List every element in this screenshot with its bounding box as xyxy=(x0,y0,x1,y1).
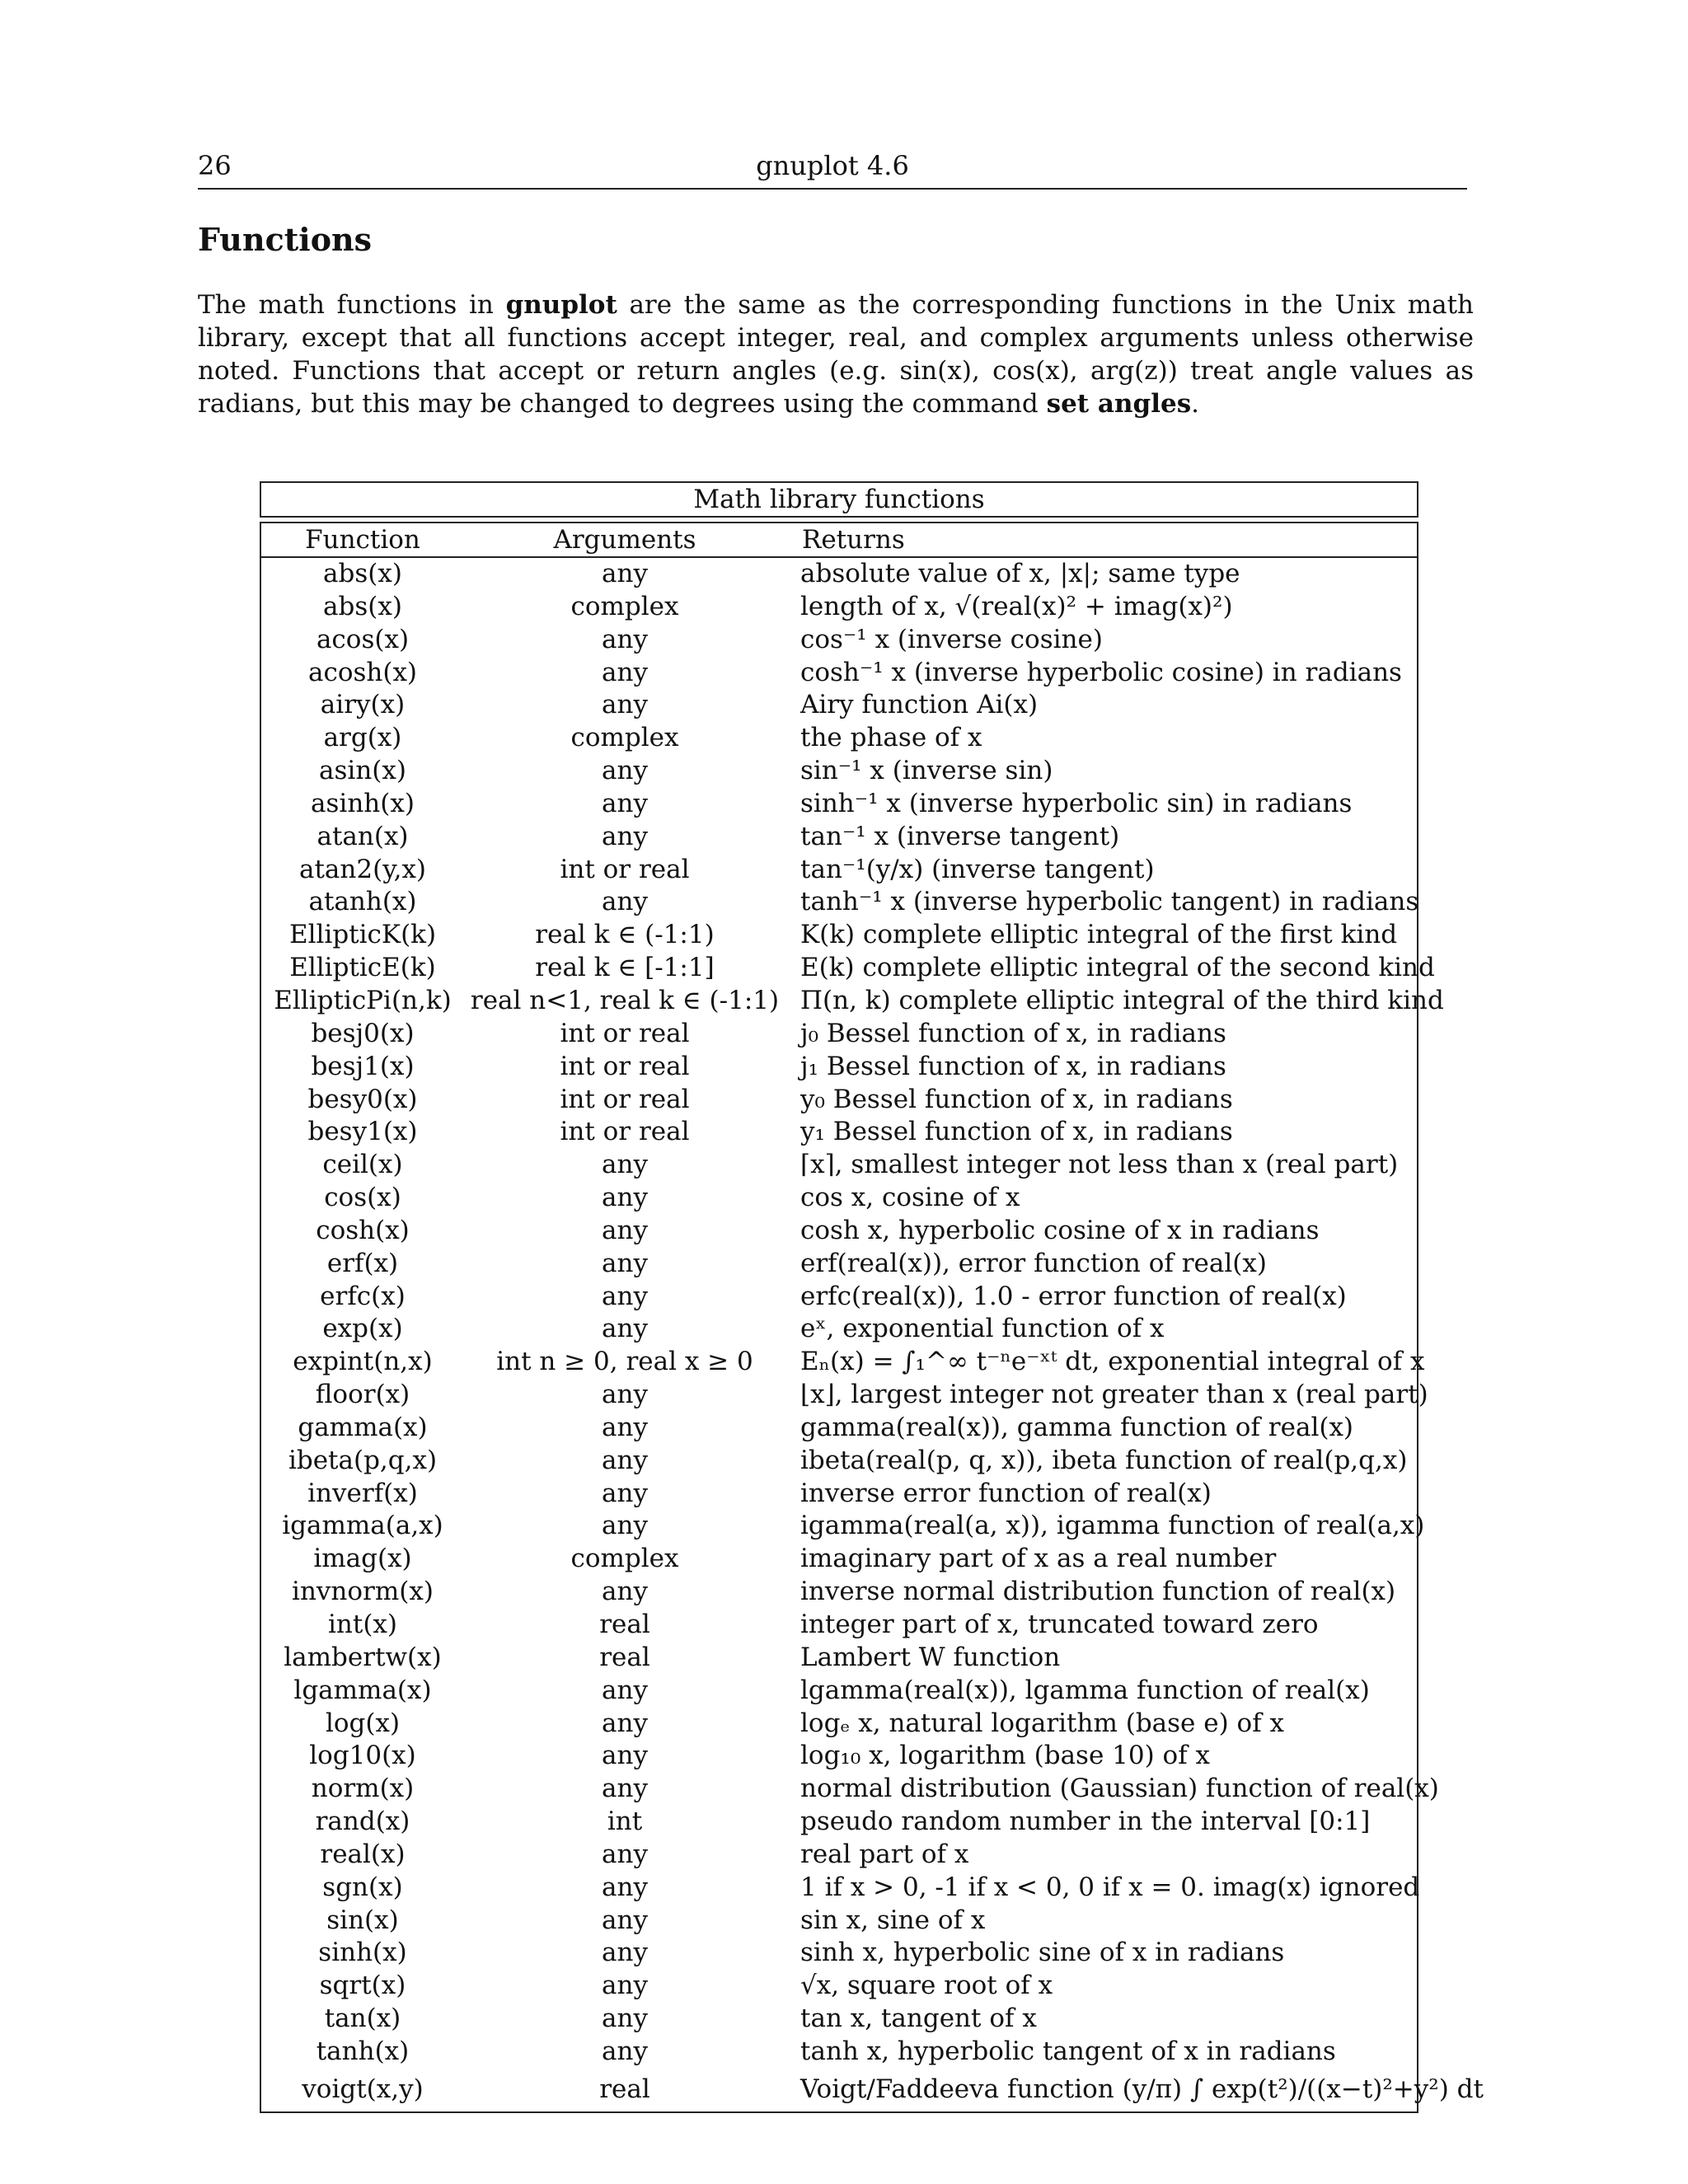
table-row xyxy=(261,1839,1417,1872)
column-header-returns: Returns xyxy=(802,525,905,555)
table-row xyxy=(261,985,1444,1018)
function-cell: EllipticE(k) xyxy=(289,953,436,983)
returns-cell: y₁ Bessel function of x, in radians xyxy=(800,1117,1233,1147)
function-cell: igamma(a,x) xyxy=(282,1511,443,1541)
returns-cell: erf(real(x)), error function of real(x) xyxy=(800,1248,1267,1278)
arguments-cell: complex xyxy=(570,723,679,753)
function-cell: EllipticK(k) xyxy=(288,920,437,950)
table-row xyxy=(261,689,1417,722)
returns-cell: cosh⁻¹ x (inverse hyperbolic cosine) in radians xyxy=(800,657,1402,687)
arguments-cell: any xyxy=(602,1905,648,1935)
returns-cell: integer part of x, truncated toward zero xyxy=(800,1610,1319,1639)
table-row xyxy=(261,1970,1417,2003)
returns-cell: tan⁻¹(y/x) (inverse tangent) xyxy=(800,854,1155,884)
arguments-cell: int or real xyxy=(560,1051,690,1081)
returns-cell: cosh x, hyperbolic cosine of x in radians xyxy=(800,1215,1320,1245)
arguments-cell: any xyxy=(602,1150,648,1180)
arguments-cell: any xyxy=(602,2036,648,2066)
table-row xyxy=(261,854,1417,887)
arguments-cell: int or real xyxy=(560,1018,690,1048)
table-row xyxy=(261,558,1417,591)
function-cell: int(x) xyxy=(327,1610,397,1639)
running-title: gnuplot 4.6 xyxy=(756,150,909,181)
table-caption: Math library functions xyxy=(260,481,1418,518)
table-row xyxy=(261,1445,1417,1478)
returns-cell: logₑ x, natural logarithm (base e) of x xyxy=(800,1708,1285,1738)
returns-cell: inverse error function of real(x) xyxy=(800,1478,1212,1508)
table-row xyxy=(261,821,1417,854)
returns-cell: tanh⁻¹ x (inverse hyperbolic tangent) in radians xyxy=(800,887,1419,917)
table-row xyxy=(261,1510,1425,1543)
math-functions-table xyxy=(260,481,1484,2113)
table-row xyxy=(261,591,1417,624)
table-row xyxy=(261,1313,1417,1346)
table-row xyxy=(261,2069,1484,2110)
returns-cell: eˣ, exponential function of x xyxy=(800,1314,1165,1344)
table-row xyxy=(261,1281,1417,1314)
returns-cell: sinh x, hyperbolic sine of x in radians xyxy=(800,1938,1285,1968)
intro-bold-set-angles: set angles xyxy=(1046,389,1192,419)
arguments-cell: any xyxy=(602,1708,648,1738)
returns-cell: absolute value of x, |x|; same type xyxy=(800,559,1240,588)
function-cell: tanh(x) xyxy=(316,2036,410,2066)
function-cell: erf(x) xyxy=(326,1248,399,1278)
function-cell: cos(x) xyxy=(324,1183,401,1213)
arguments-cell: int n ≥ 0, real x ≥ 0 xyxy=(496,1347,753,1377)
arguments-cell: any xyxy=(602,624,648,654)
returns-cell: igamma(real(a, x)), igamma function of real(a,x) xyxy=(800,1511,1425,1541)
arguments-cell: any xyxy=(602,1971,648,2001)
arguments-cell: any xyxy=(602,1938,648,1968)
returns-cell: Airy function Ai(x) xyxy=(800,690,1039,720)
arguments-cell: any xyxy=(602,756,648,786)
arguments-cell: real n<1, real k ∈ (-1:1) xyxy=(470,985,780,1015)
returns-cell: sinh⁻¹ x (inverse hyperbolic sin) in radians xyxy=(800,788,1353,818)
arguments-cell: any xyxy=(602,1445,648,1475)
function-cell: atan(x) xyxy=(316,821,409,851)
arguments-cell: int or real xyxy=(560,1117,690,1147)
function-cell: atan2(y,x) xyxy=(298,854,427,884)
returns-cell: ⌊x⌋, largest integer not greater than x (real part) xyxy=(800,1380,1428,1410)
returns-cell: the phase of x xyxy=(800,723,982,753)
arguments-cell: any xyxy=(602,1314,648,1344)
function-cell: sin(x) xyxy=(326,1905,399,1935)
function-cell: acosh(x) xyxy=(307,657,418,687)
table-row xyxy=(261,1379,1428,1412)
function-cell: lambertw(x) xyxy=(284,1642,442,1672)
table-row xyxy=(261,1806,1417,1839)
arguments-cell: any xyxy=(602,559,648,588)
function-cell: ceil(x) xyxy=(322,1150,403,1180)
intro-text-1: The math functions in xyxy=(198,290,506,320)
arguments-cell: any xyxy=(602,657,648,687)
returns-cell: 1 if x > 0, -1 if x < 0, 0 if x = 0. imag(x) ignored xyxy=(800,1872,1420,1902)
returns-cell: Eₙ(x) = ∫₁^∞ t⁻ⁿe⁻ˣᵗ dt, exponential integral of x xyxy=(800,1347,1425,1377)
arguments-cell: any xyxy=(602,1215,648,1245)
arguments-cell: any xyxy=(602,1741,648,1771)
arguments-cell: real xyxy=(599,1642,650,1672)
function-cell: tan(x) xyxy=(324,2004,401,2034)
table-row xyxy=(261,722,1417,755)
arguments-cell: real k ∈ (-1:1) xyxy=(535,920,715,950)
function-cell: sgn(x) xyxy=(322,1872,403,1902)
returns-cell: Voigt/Faddeeva function (y/π) ∫ exp(t²)/((x−t)²+y²) dt xyxy=(800,2074,1484,2104)
returns-cell: gamma(real(x)), gamma function of real(x) xyxy=(800,1412,1354,1442)
intro-text-2: are the same as the corresponding functions in the Unix math library, except that all functions accept integer, real, and complex arguments unless otherwise noted. Functions that accept or return angles (e.g. sin(x), cos(x), arg(z)) treat angle values as radians, but this may be changed to degrees using the command xyxy=(198,290,1474,419)
intro-paragraph xyxy=(198,288,1474,420)
table-row xyxy=(261,788,1417,821)
arguments-cell: any xyxy=(602,821,648,851)
table-row xyxy=(261,1576,1417,1609)
returns-cell: ibeta(real(p, q, x)), ibeta function of real(p,q,x) xyxy=(800,1445,1408,1475)
returns-cell: √x, square root of x xyxy=(800,1971,1053,2001)
table-row xyxy=(261,1018,1417,1051)
page-header xyxy=(198,147,1467,190)
table-body xyxy=(260,558,1484,2113)
table-row xyxy=(261,1346,1425,1379)
page-number: 26 xyxy=(198,150,232,181)
function-cell: atanh(x) xyxy=(308,887,417,917)
table-row xyxy=(261,1084,1417,1117)
table-row xyxy=(261,952,1435,985)
table-row xyxy=(261,1149,1417,1182)
table-row xyxy=(261,1872,1420,1905)
returns-cell: lgamma(real(x)), lgamma function of real(x) xyxy=(800,1675,1370,1705)
arguments-cell: int or real xyxy=(560,1084,690,1114)
intro-text-3: . xyxy=(1191,389,1200,419)
function-cell: gamma(x) xyxy=(298,1412,428,1442)
function-cell: exp(x) xyxy=(322,1314,403,1344)
function-cell: besj1(x) xyxy=(311,1051,415,1081)
column-header-arguments: Arguments xyxy=(553,525,696,555)
arguments-cell: any xyxy=(602,690,648,720)
table-row xyxy=(261,1937,1417,1970)
arguments-cell: any xyxy=(602,1774,648,1804)
returns-cell: pseudo random number in the interval [0:1] xyxy=(800,1807,1371,1837)
table-row xyxy=(261,919,1417,952)
returns-cell: normal distribution (Gaussian) function of real(x) xyxy=(800,1774,1439,1804)
function-cell: besj0(x) xyxy=(311,1018,415,1048)
function-cell: cosh(x) xyxy=(316,1215,410,1245)
returns-cell: j₀ Bessel function of x, in radians xyxy=(800,1018,1226,1048)
table-row xyxy=(261,755,1417,788)
returns-cell: length of x, √(real(x)² + imag(x)²) xyxy=(800,591,1233,621)
returns-cell: j₁ Bessel function of x, in radians xyxy=(800,1051,1226,1081)
arguments-cell: int xyxy=(607,1807,643,1837)
returns-cell: y₀ Bessel function of x, in radians xyxy=(800,1084,1233,1114)
table-row xyxy=(261,1215,1417,1248)
function-cell: asinh(x) xyxy=(311,788,415,818)
returns-cell: tanh x, hyperbolic tangent of x in radians xyxy=(800,2036,1336,2066)
returns-cell: sin⁻¹ x (inverse sin) xyxy=(800,756,1053,786)
arguments-cell: any xyxy=(602,2004,648,2034)
table-row xyxy=(261,1905,1417,1938)
table-row xyxy=(261,1116,1417,1149)
table-row xyxy=(261,624,1417,657)
arguments-cell: any xyxy=(602,1380,648,1410)
arguments-cell: any xyxy=(602,1281,648,1311)
returns-cell: tan⁻¹ x (inverse tangent) xyxy=(800,821,1120,851)
table-row xyxy=(261,1675,1417,1708)
function-cell: ibeta(p,q,x) xyxy=(288,1445,438,1475)
function-cell: norm(x) xyxy=(311,1774,415,1804)
table-row xyxy=(261,1051,1417,1084)
returns-cell: imaginary part of x as a real number xyxy=(800,1544,1277,1574)
returns-cell: cos⁻¹ x (inverse cosine) xyxy=(800,624,1103,654)
arguments-cell: complex xyxy=(570,1544,679,1574)
table-row xyxy=(261,657,1417,690)
table-row xyxy=(261,2036,1417,2069)
returns-cell: log₁₀ x, logarithm (base 10) of x xyxy=(800,1741,1211,1771)
arguments-cell: complex xyxy=(570,591,679,621)
function-cell: real(x) xyxy=(320,1839,406,1869)
function-cell: lgamma(x) xyxy=(293,1675,432,1705)
function-cell: abs(x) xyxy=(323,559,402,588)
table-row xyxy=(261,1642,1417,1675)
arguments-cell: any xyxy=(602,1478,648,1508)
function-cell: acos(x) xyxy=(316,624,410,654)
function-cell: sinh(x) xyxy=(318,1938,407,1968)
arguments-cell: any xyxy=(602,1511,648,1541)
function-cell: floor(x) xyxy=(315,1380,410,1410)
returns-cell: real part of x xyxy=(800,1839,969,1869)
arguments-cell: any xyxy=(602,788,648,818)
arguments-cell: any xyxy=(602,1675,648,1705)
returns-cell: erfc(real(x)), 1.0 - error function of real(x) xyxy=(800,1281,1347,1311)
arguments-cell: any xyxy=(602,1577,648,1607)
arguments-cell: int or real xyxy=(560,854,690,884)
returns-cell: E(k) complete elliptic integral of the second kind xyxy=(800,953,1435,983)
arguments-cell: real xyxy=(599,2074,650,2104)
table-row xyxy=(261,1609,1417,1642)
table-row xyxy=(261,1248,1417,1281)
function-cell: inverf(x) xyxy=(307,1478,418,1508)
function-cell: asin(x) xyxy=(319,756,406,786)
arguments-cell: any xyxy=(602,1872,648,1902)
table-row xyxy=(261,1182,1417,1215)
table-row xyxy=(261,1412,1417,1445)
function-cell: abs(x) xyxy=(323,591,402,621)
intro-bold-gnuplot: gnuplot xyxy=(505,290,617,320)
returns-cell: ⌈x⌉, smallest integer not less than x (real part) xyxy=(800,1150,1399,1180)
table-row xyxy=(261,886,1417,919)
returns-cell: tan x, tangent of x xyxy=(800,2004,1037,2034)
function-cell: rand(x) xyxy=(315,1807,410,1837)
arguments-cell: real xyxy=(599,1610,650,1639)
arguments-cell: any xyxy=(602,887,648,917)
returns-cell: K(k) complete elliptic integral of the first kind xyxy=(800,920,1398,950)
function-cell: invnorm(x) xyxy=(292,1577,434,1607)
function-cell: erfc(x) xyxy=(320,1281,406,1311)
function-cell: imag(x) xyxy=(313,1544,412,1574)
table-header-row xyxy=(260,522,1418,556)
function-cell: besy0(x) xyxy=(307,1084,418,1114)
table-row xyxy=(261,1740,1417,1773)
returns-cell: inverse normal distribution function of real(x) xyxy=(800,1577,1396,1607)
returns-cell: Lambert W function xyxy=(800,1642,1061,1672)
arguments-cell: any xyxy=(602,1839,648,1869)
table-row xyxy=(261,1478,1417,1511)
returns-cell: cos x, cosine of x xyxy=(800,1183,1020,1213)
arguments-cell: any xyxy=(602,1248,648,1278)
function-cell: airy(x) xyxy=(320,690,406,720)
section-title: Functions xyxy=(198,221,373,258)
table-row xyxy=(261,2003,1417,2036)
function-cell: besy1(x) xyxy=(307,1117,418,1147)
function-cell: voigt(x,y) xyxy=(302,2074,424,2104)
returns-cell: sin x, sine of x xyxy=(800,1905,986,1935)
arguments-cell: real k ∈ [-1:1] xyxy=(535,953,715,983)
table-row xyxy=(261,1543,1417,1576)
arguments-cell: any xyxy=(602,1412,648,1442)
function-cell: log10(x) xyxy=(309,1741,416,1771)
function-cell: log(x) xyxy=(325,1708,401,1738)
arguments-cell: any xyxy=(602,1183,648,1213)
function-cell: EllipticPi(n,k) xyxy=(274,985,452,1015)
table-row xyxy=(261,1708,1417,1741)
returns-cell: Π(n, k) complete elliptic integral of the third kind xyxy=(800,985,1444,1015)
table-row xyxy=(261,1773,1439,1806)
function-cell: sqrt(x) xyxy=(319,1971,406,2001)
function-cell: expint(n,x) xyxy=(293,1347,433,1377)
function-cell: arg(x) xyxy=(323,723,402,753)
column-header-function: Function xyxy=(305,525,420,555)
